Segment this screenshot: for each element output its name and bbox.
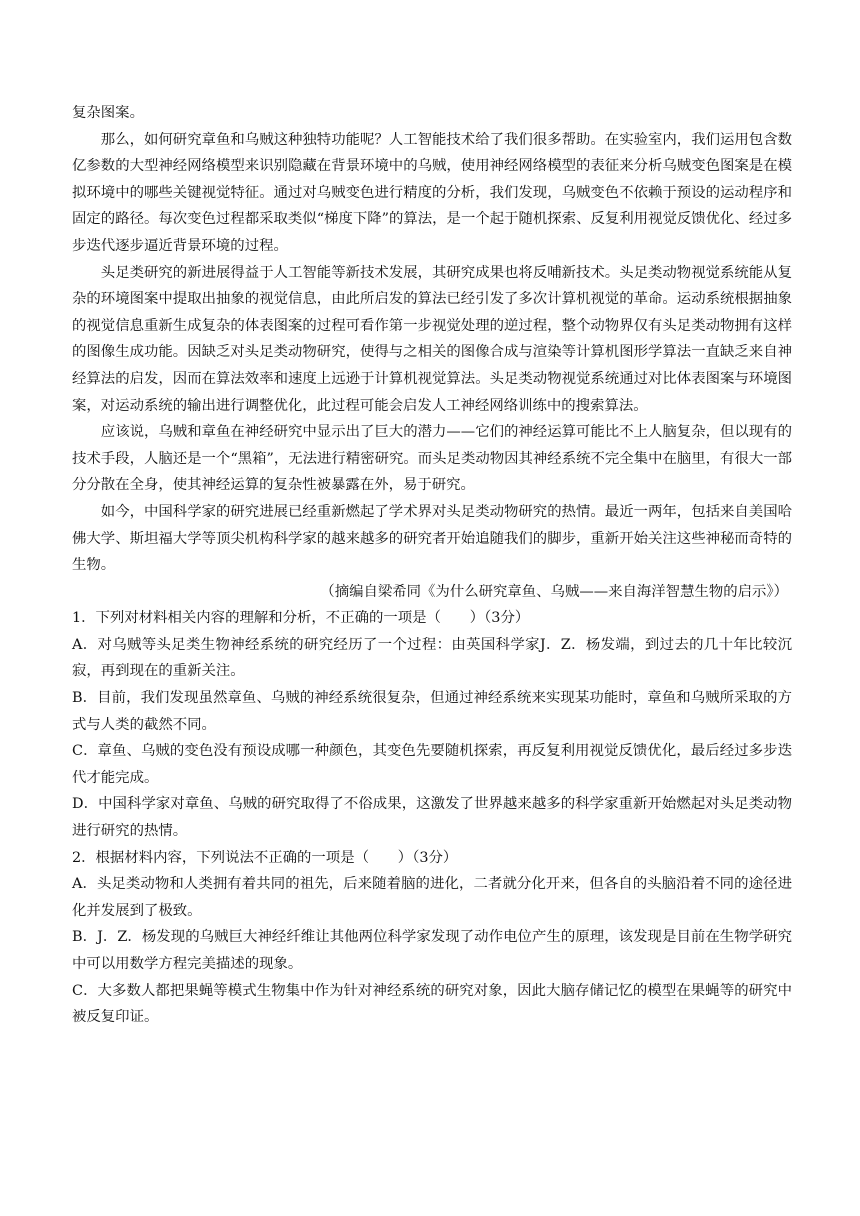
question-2 — [72, 845, 792, 1031]
passage-paragraph-1: 那么，如何研究章鱼和乌贼这种独特功能呢？人工智能技术给了我们很多帮助。在实验室内，我们运用包含数亿参数的大型神经网络模型来识别隐藏在背景环境中的乌贼，使用神经网络模型的表征来分析乌贼变色图案是在模拟环境中的哪些关键视觉特征。通过对乌贼变色进行精度的分析，我们发现，乌贼变色不依赖于预设的运动程序和固定的路径。每次变色过程都采取类似“梯度下降”的算法，是一个起于随机探索、反复利用视觉反馈优化、经过多步迭代逐步逼近背景环境的过程。 — [72, 131, 792, 254]
passage-paragraph-0: 复杂图案。 — [72, 105, 144, 121]
question-2-stem: 2．根据材料内容，下列说法不正确的一项是（ ）（3分） — [72, 849, 458, 866]
question-1-option-d: D．中国科学家对章鱼、乌贼的研究取得了不俗成果，这激发了世界越来越多的科学家重新开始燃起对头足类动物进行研究的热情。 — [72, 796, 792, 840]
question-1-option-a: A．对乌贼等头足类生物神经系统的研究经历了一个过程：由英国科学家J．Z．杨发端，到过去的几十年比较沉寂，再到现在的重新关注。 — [72, 636, 792, 680]
passage-paragraph-4: 如今，中国科学家的研究进展已经重新燃起了学术界对头足类动物研究的热情。最近一两年，包括来自美国哈佛大学、斯坦福大学等顶尖机构科学家的越来越多的研究者开始追随我们的脚步，重新开始关注这些神秘而奇特的生物。 — [72, 503, 792, 574]
question-2-option-c: C．大多数人都把果蝇等模式生物集中作为针对神经系统的研究对象，因此大脑存储记忆的模型在果蝇等的研究中被反复印证。 — [72, 982, 792, 1026]
question-1 — [72, 605, 792, 844]
question-1-option-b: B．目前，我们发现虽然章鱼、乌贼的神经系统很复杂，但通过神经系统来实现某功能时，章鱼和乌贼所采取的方式与人类的截然不同。 — [72, 690, 792, 733]
question-2-option-a: A．头足类动物和人类拥有着共同的祖先，后来随着脑的进化，二者就分化开来，但各自的头脑沿着不同的途径进化并发展到了极致。 — [72, 876, 792, 919]
question-1-stem: 1．下列对材料相关内容的理解和分析，不正确的一项是（ ）（3分） — [72, 610, 530, 627]
question-1-option-c: C．章鱼、乌贼的变色没有预设成哪一种颜色，其变色先要随机探索，再反复利用视觉反馈优化，最后经过多步迭代才能完成。 — [72, 743, 792, 786]
document-page — [72, 100, 792, 1031]
passage-paragraph-3: 应该说，乌贼和章鱼在神经研究中显示出了巨大的潜力——它们的神经运算可能比不上人脑复杂，但以现有的技术手段，人脑还是一个“黑箱”，无法进行精密研究。而头足类动物因其神经系统不完全集中在脑里，有很大一部分分散在全身，使其神经运算的复杂性被暴露在外，易于研究。 — [72, 424, 792, 494]
passage-source-citation: （摘编自梁希同《为什么研究章鱼、乌贼——来自海洋智慧生物的启示》） — [320, 583, 788, 600]
passage-paragraph-2: 头足类研究的新进展得益于人工智能等新技术发展，其研究成果也将反哺新技术。头足类动物视觉系统能从复杂的环境图案中提取出抽象的视觉信息，由此所启发的算法已经引发了多次计算机视觉的革命。运动系统根据抽象的视觉信息重新生成复杂的体表图案的过程可看作第一步视觉处理的逆过程，整个动物界仅有头足类动物拥有这样的图像生成功能。因缺乏对头足类动物研究，使得与之相关的图像合成与渲染等计算机图形学算法一直缺乏来自神经算法的启发，因而在算法效率和速度上远逊于计算机视觉算法。头足类动物视觉系统通过对比体表图案与环境图案，对运动系统的输出进行调整优化，此过程可能会启发人工神经网络训练中的搜索算法。 — [72, 264, 792, 414]
question-2-option-b: B．J．Z．杨发现的乌贼巨大神经纤维让其他两位科学家发现了动作电位产生的原理，该发现是目前在生物学研究中可以用数学方程完美描述的现象。 — [72, 929, 792, 972]
